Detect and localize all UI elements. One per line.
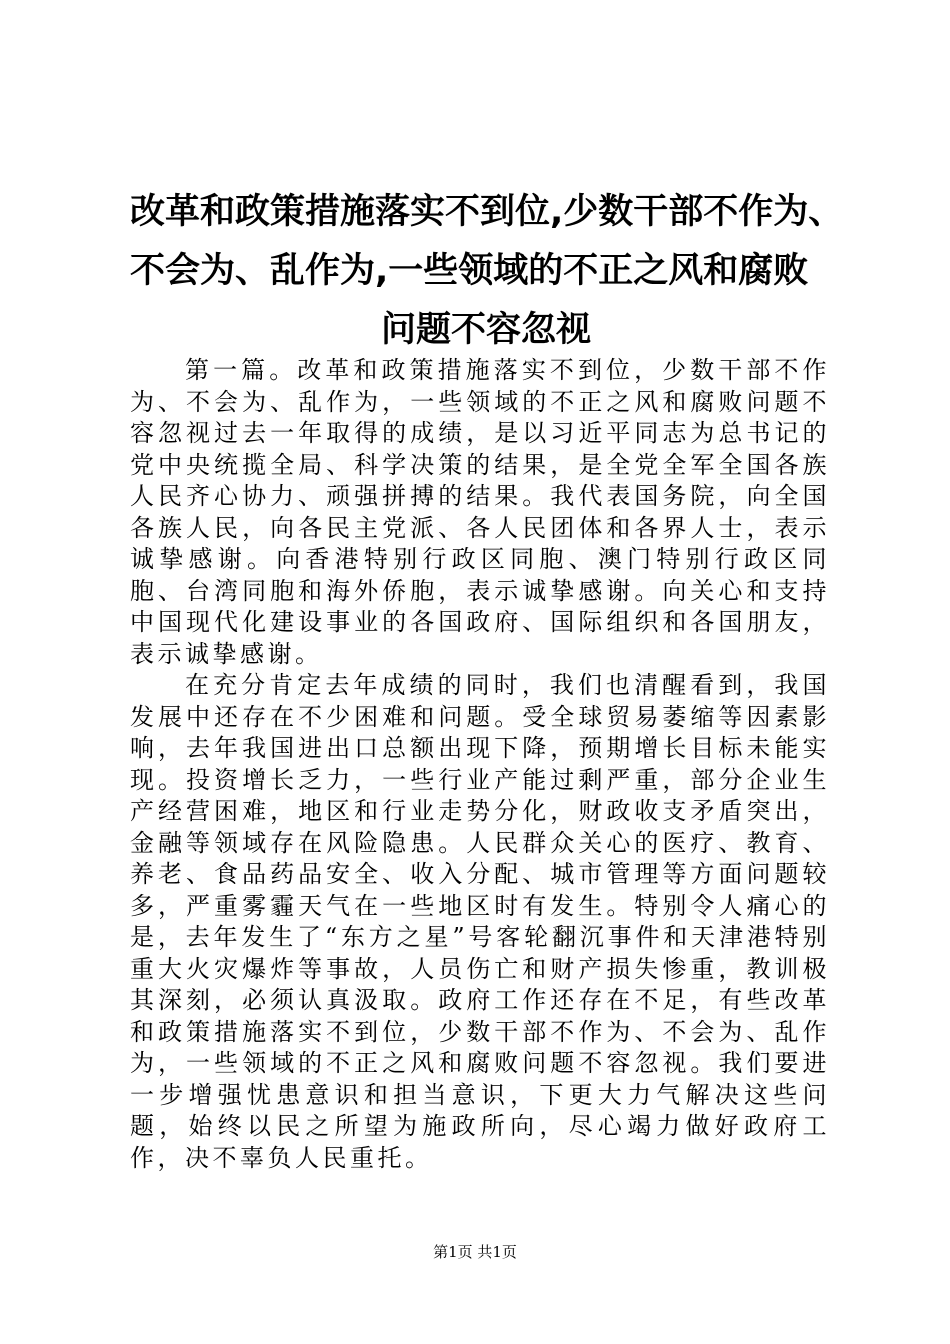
paragraph-2: 在充分肯定去年成绩的同时，我们也清醒看到，我国发展中还存在不少困难和问题。受全球贸易萎缩等因素影响，去年我国进出口总额出现下降，预期增长目标未能实现。投资增长乏力，一些行业产能过剩严重，部分企业生产经营困难，地区和行业走势分化，财政收支矛盾突出，金融等领域存在风险隐患。人民群众关心的医疗、教育、养老、食品药品安全、收入分配、城市管理等方面问题较多，严重雾霾天气在一些地区时有发生。特别令人痛心的是，去年发生了“东方之星”号客轮翻沉事件和天津港特别重大火灾爆炸等事故，人员伤亡和财产损失惨重，教训极其深刻，必须认真汲取。政府工作还存在不足，有些改革和政策措施落实不到位，少数干部不作为、不会为、乱作为，一些领域的不正之风和腐败问题不容忽视。我们要进一步增强忧患意识和担当意识，下更大力气解决这些问题，始终以民之所望为施政所向，尽心竭力做好政府工作，决不辜负人民重托。 [130,671,830,1172]
document-title [130,183,842,360]
document-body [130,355,830,1174]
page-footer: 第1页 共1页 [433,1243,517,1261]
paragraph-1: 第一篇。改革和政策措施落实不到位，少数干部不作为、不会为、乱作为，一些领域的不正之风和腐败问题不容忽视过去一年取得的成绩，是以习近平同志为总书记的党中央统揽全局、科学决策的结果，是全党全军全国各族人民齐心协力、顽强拼搏的结果。我代表国务院，向全国各族人民，向各民主党派、各人民团体和各界人士，表示诚挚感谢。向香港特别行政区同胞、澳门特别行政区同胞、台湾同胞和海外侨胞，表示诚挚感谢。向关心和支持中国现代化建设事业的各国政府、国际组织和各国朋友，表示诚挚感谢。 [130,356,830,668]
title-line-1: 改革和政策措施落实不到位,少数干部不作为、 [130,192,844,232]
title-line-2: 不会为、乱作为,一些领域的不正之风和腐败 [130,251,809,291]
title-line-3: 问题不容忽视 [380,310,591,350]
